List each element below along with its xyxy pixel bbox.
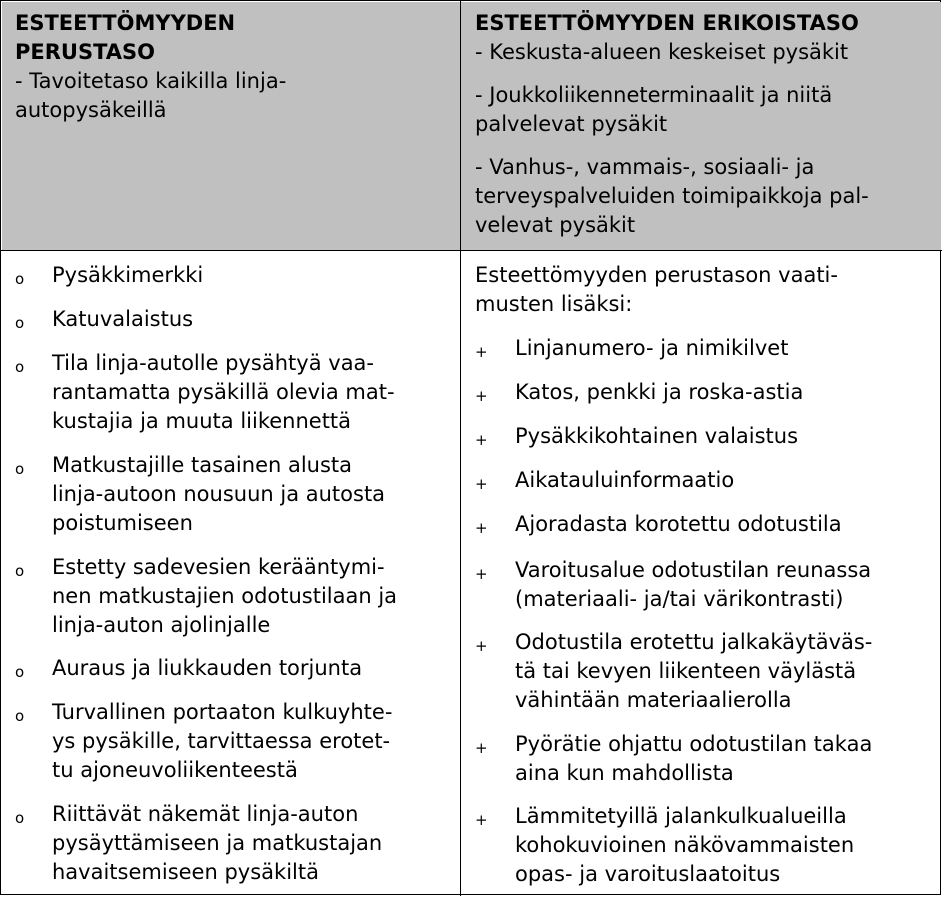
list-item-text: Katos, penkki ja roska-astia (515, 380, 804, 404)
circle-bullet-icon: o (15, 314, 25, 332)
column-divider (460, 1, 461, 896)
header-special-line: - Vanhus-, vammais-, sosiaali- ja terveyspalveluiden toimipaikkoja pal- velevat pysäkit (475, 155, 869, 237)
header-special-line: - Joukkoliikenneterminaalit ja niitä palvelevat pysäkit (475, 83, 833, 136)
list-item-text: Pyörätie ohjattu odotustilan takaa aina kun mahdollista (515, 732, 873, 785)
header-basic-line: - Tavoitetaso kaikilla linja- autopysäkeillä (15, 69, 287, 122)
list-item-text: Tila linja-autolle pysähtyä vaa- rantamatta pysäkillä olevia mat- kustajia ja muuta liikennettä (52, 351, 395, 433)
plus-bullet-icon: + (475, 637, 488, 655)
circle-bullet-icon: o (15, 358, 25, 376)
list-item-text: Odotustila erotettu jalkakäytäväs- tä tai kevyen liikenteen väylästä vähintään materiaalierolla (515, 630, 873, 712)
header-special-title: ESTEETTÖMYYDEN ERIKOISTASO (475, 11, 859, 35)
list-item-text: Linjanumero- ja nimikilvet (515, 336, 789, 360)
list-item-text: Ajoradasta korotettu odotustila (515, 512, 842, 536)
list-item-text: Aikatauluinformaatio (515, 468, 735, 492)
row-divider (1, 250, 942, 251)
list-item-text: Riittävät näkemät linja-auton pysäyttämiseen ja matkustajan havaitsemiseen pysäkiltä (52, 802, 383, 884)
list-item-text: Auraus ja liukkauden torjunta (52, 656, 363, 680)
list-item-text: Pysäkkimerkki (52, 263, 204, 287)
plus-bullet-icon: + (475, 565, 488, 583)
circle-bullet-icon: o (15, 562, 25, 580)
list-item-text: Pysäkkikohtainen valaistus (515, 424, 799, 448)
header-basic-title: ESTEETTÖMYYDEN PERUSTASO (15, 11, 236, 64)
plus-bullet-icon: + (475, 811, 488, 829)
list-item-text: Varoitusalue odotustilan reunassa (materiaali- ja/tai värikontrasti) (515, 558, 872, 611)
plus-bullet-icon: + (475, 519, 488, 537)
circle-bullet-icon: o (15, 270, 25, 288)
header-special-level (475, 9, 930, 240)
plus-bullet-icon: + (475, 431, 488, 449)
circle-bullet-icon: o (15, 460, 25, 478)
list-item-text: Estetty sadevesien kerääntymi- nen matkustajien odotustilaan ja linja-auton ajolinjalle (52, 555, 398, 637)
plus-bullet-icon: + (475, 343, 488, 361)
list-item-text: Katuvalaistus (52, 307, 194, 331)
header-basic-level (15, 9, 451, 125)
list-item-text: Lämmitetyillä jalankulkualueilla kohokuvioinen näkövammaisten opas- ja varoituslaatoitus (515, 804, 855, 886)
plus-bullet-icon: + (475, 739, 488, 757)
circle-bullet-icon: o (15, 809, 25, 827)
circle-bullet-icon: o (15, 663, 25, 681)
list-item-text: Turvallinen portaaton kulkuyhte- ys pysäkille, tarvittaessa erotet- tu ajoneuvoliikenteestä (52, 700, 393, 782)
circle-bullet-icon: o (15, 707, 25, 725)
header-special-line: - Keskusta-alueen keskeiset pysäkit (475, 40, 849, 64)
list-intro-text: Esteettömyyden perustason vaati- musten lisäksi: (475, 263, 838, 316)
plus-bullet-icon: + (475, 475, 488, 493)
list-item-text: Matkustajille tasainen alusta linja-autoon nousuun ja autosta poistumiseen (52, 453, 386, 535)
plus-bullet-icon: + (475, 387, 488, 405)
